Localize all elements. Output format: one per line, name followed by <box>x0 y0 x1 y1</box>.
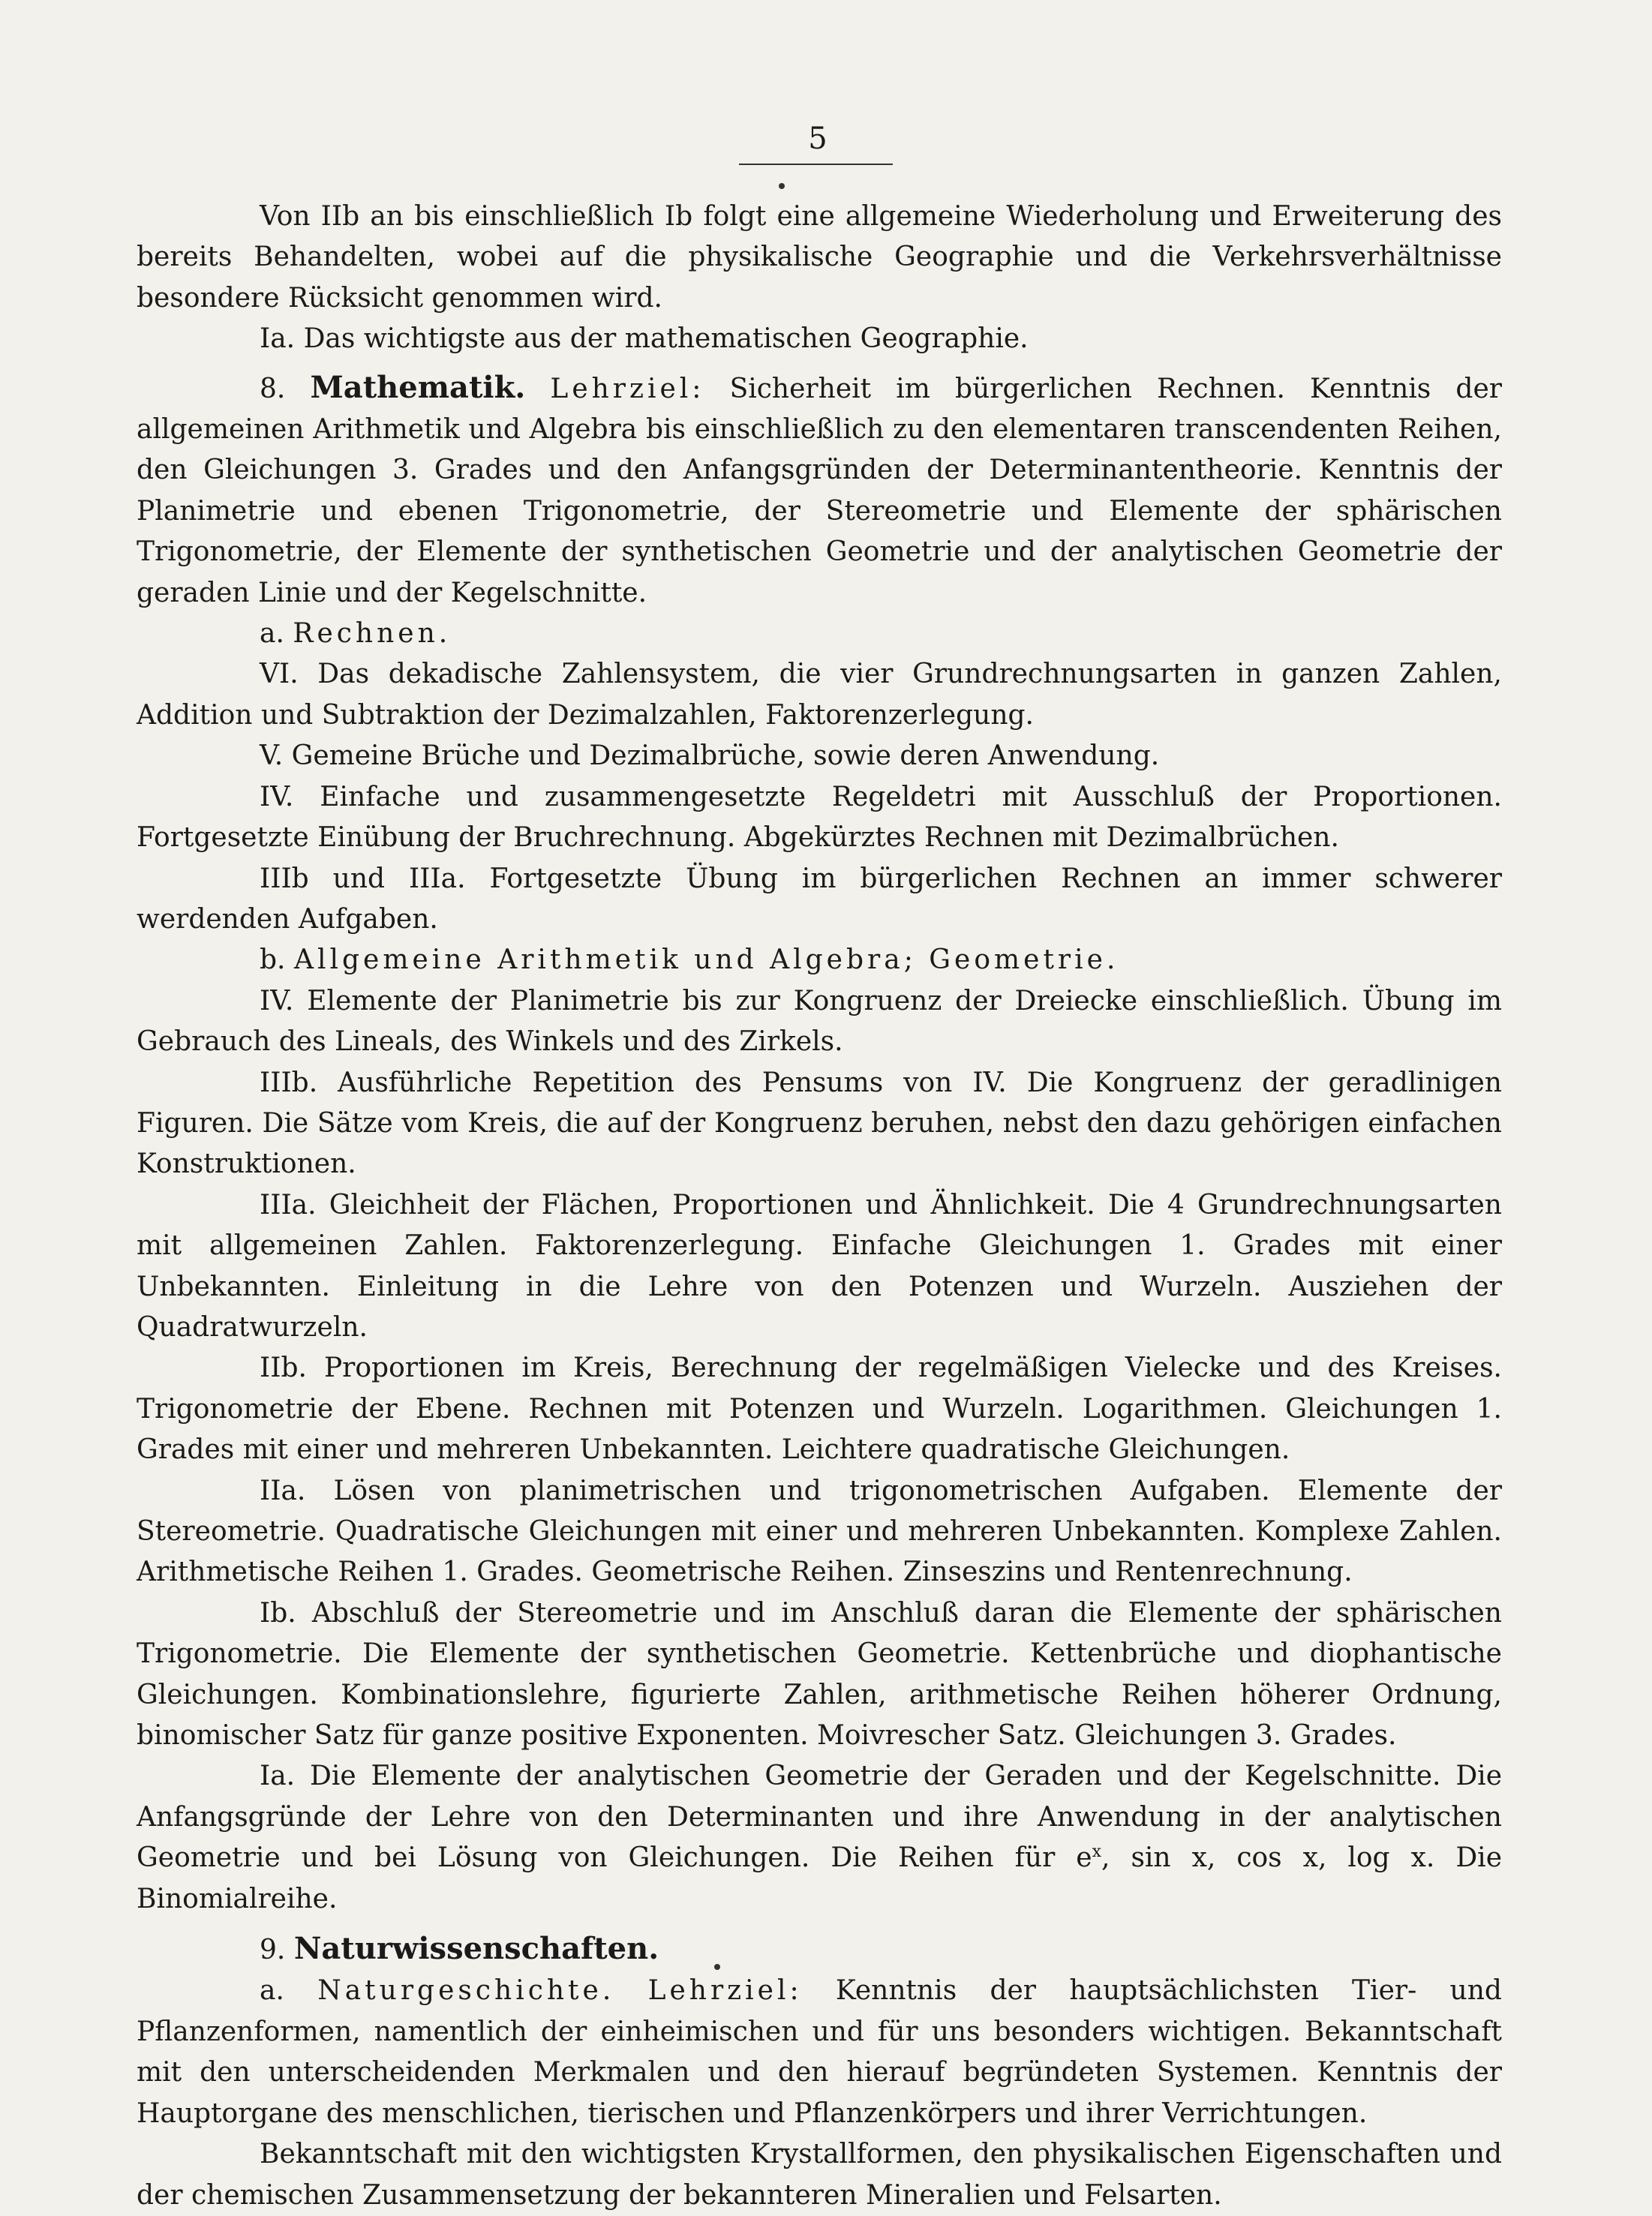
subsection-title: Allgemeine Arithmetik und Algebra; Geometrie. <box>293 944 1119 976</box>
subsection-title: Rechnen. <box>293 618 452 650</box>
subsection-letter: a. <box>260 1975 284 2007</box>
paragraph-text: Ia. Die Elemente der analytischen Geometrie der Geraden und der Kegelschnitte. Die Anfangsgründe der Lehre von den Determinanten und ihre Anwendung in der analytischen Geometrie und bei Lösung von Gleichungen. Die Reihen für e <box>137 1761 1502 1874</box>
subsection-naturgeschichte <box>137 1971 1502 2134</box>
paragraph <box>137 1756 1502 1920</box>
paragraph: Ib. Abschluß der Stereometrie und im Anschluß daran die Elemente der sphärischen Trigonometrie. Die Elemente der synthetischen Geometrie. Kettenbrüche und diophantische Gleichungen. Kombinationslehre, figurierte Zahlen, arithmetische Reihen höherer Ordnung, binomischer Satz für ganze positive Exponenten. Moivrescher Satz. Gleichungen 3. Grades. <box>137 1597 1502 1752</box>
paragraph: V. Gemeine Brüche und Dezimalbrüche, sowie deren Anwendung. <box>260 740 1160 772</box>
section-title: Naturwissenschaften. <box>293 1931 659 1967</box>
subsection-arithmetik <box>137 940 1502 980</box>
subsection-title: Naturgeschichte. <box>317 1975 615 2007</box>
paragraph-text: , sin x, cos x, log x. Die Binomialreihe. <box>137 1842 1502 1914</box>
header-rule <box>739 164 893 165</box>
superscript: x <box>1092 1842 1102 1862</box>
section-mathematik <box>137 368 1502 614</box>
section-number: 8. <box>260 373 286 404</box>
paragraph: Von IIb an bis einschließlich Ib folgt eine allgemeine Wiederholung und Erweiterung des bereits Behandelten, wobei auf die physikalische Geographie und die Verkehrsverhältnisse besondere Rücksicht genommen wird. <box>137 201 1502 314</box>
lehrziel-text: Kenntnis der hauptsächlichsten Tier- und Pflanzenformen, namentlich der einheimischen und für uns besonders wichtigen. Bekanntschaft mit den unterscheidenden Merkmalen und den hierauf begründeten Systemen. Kenntnis der Hauptorgane des menschlichen, tierischen und Pflanzenkörpers und ihrer Verrichtungen. <box>137 1975 1502 2129</box>
lehrziel-text: Sicherheit im bürgerlichen Rechnen. Kenntnis der allgemeinen Arithmetik und Algebra bis einschließlich zu den elementaren transcendenten Reihen, den Gleichungen 3. Grades und den Anfangsgründen der Determinantentheorie. Kenntnis der Planimetrie und ebenen Trigonometrie, der Stereometrie und Elemente der sphärischen Trigonometrie, der Elemente der synthetischen Geometrie und der analytischen Geometrie der geraden Linie und der Kegelschnitte. <box>137 373 1502 608</box>
page-number: 5 <box>808 122 828 156</box>
paragraph: VI. Das dekadische Zahlensystem, die vier Grundrechnungsarten in ganzen Zahlen, Addition und Subtraktion der Dezimalzahlen, Faktorenzerlegung. <box>137 659 1502 731</box>
subsection-letter: a. <box>260 618 284 650</box>
section-number: 9. <box>260 1935 286 1966</box>
paragraph: Ia. Das wichtigste aus der mathematischen Geographie. <box>260 323 1029 355</box>
paragraph: IIa. Lösen von planimetrischen und trigonometrischen Aufgaben. Elemente der Stereometrie. Quadratische Gleichungen mit einer und mehreren Unbekannten. Komplexe Zahlen. Arithmetische Reihen 1. Grades. Geometrische Reihen. Zinseszins und Rentenrechnung. <box>137 1475 1502 1588</box>
section-title: Mathematik. <box>310 369 526 405</box>
paragraph: IIIb. Ausführliche Repetition des Pensums von IV. Die Kongruenz der geradlinigen Figuren. Die Sätze vom Kreis, die auf der Kongruenz beruhen, nebst den dazu gehörigen einfachen Konstruktionen. <box>137 1067 1502 1180</box>
paragraph: IIIb und IIIa. Fortgesetzte Übung im bürgerlichen Rechnen an immer schwerer werdenden Aufgaben. <box>137 863 1502 935</box>
paragraph: IV. Elemente der Planimetrie bis zur Kongruenz der Dreiecke einschließlich. Übung im Gebrauch des Lineals, des Winkels und des Zirkels. <box>137 985 1502 1058</box>
ink-dot <box>779 183 785 189</box>
body-text <box>137 197 1502 2216</box>
lehrziel-label: Lehrziel: <box>647 1975 803 2007</box>
paragraph: IIIa. Gleichheit der Flächen, Proportionen und Ähnlichkeit. Die 4 Grundrechnungsarten mit allgemeinen Zahlen. Faktorenzerlegung. Einfache Gleichungen 1. Grades mit einer Unbekannten. Einleitung in die Lehre von den Potenzen und Wurzeln. Ausziehen der Quadratwurzeln. <box>137 1189 1502 1343</box>
subsection-rechnen <box>137 614 1502 654</box>
paragraph: IV. Einfache und zusammengesetzte Regeldetri mit Ausschluß der Proportionen. Fortgesetzte Einübung der Bruchrechnung. Abgekürztes Rechnen mit Dezimalbrüchen. <box>137 781 1502 854</box>
paragraph: IIb. Proportionen im Kreis, Berechnung der regelmäßigen Vielecke und des Kreises. Trigonometrie der Ebene. Rechnen mit Potenzen und Wurzeln. Logarithmen. Gleichungen 1. Grades mit einer und mehreren Unbekannten. Leichtere quadratische Gleichungen. <box>137 1353 1502 1466</box>
subsection-letter: b. <box>260 944 286 976</box>
section-naturwissenschaften <box>137 1929 1502 1971</box>
lehrziel-label: Lehrziel: <box>550 373 705 404</box>
paragraph: Bekanntschaft mit den wichtigsten Krystallformen, den physikalischen Eigenschaften und der chemischen Zusammensetzung der bekannteren Mineralien und Felsarten. <box>137 2139 1502 2211</box>
